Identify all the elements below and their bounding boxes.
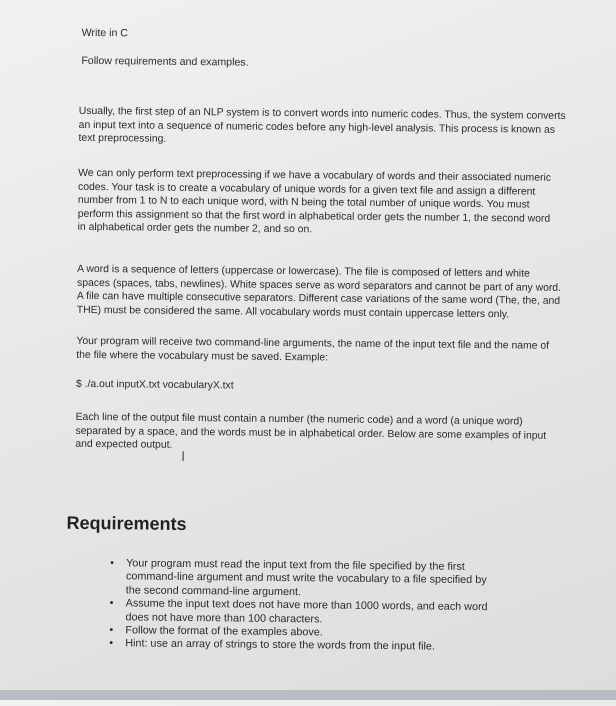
text-line: text preprocessing. xyxy=(78,133,167,145)
text-line: Usually, the first step of an NLP system is to convert words into numeric codes. Thus, the system converts xyxy=(78,105,566,122)
text-line: Hint: use an array of strings to store the words from the input file. xyxy=(125,637,435,654)
instruction-follow: Follow requirements and examples. xyxy=(81,54,249,69)
text-line: A file can have multiple consecutive separators. Different case variations of the same word (The, the, and xyxy=(76,291,561,308)
text-line: command-line argument and must write the vocabulary to a file specified by xyxy=(125,570,487,587)
paragraph-output-format xyxy=(75,411,546,457)
instruction-language: Write in C xyxy=(81,26,129,40)
text-line: the file where the vocabulary must be saved. Example: xyxy=(76,349,329,364)
bullet-icon: • xyxy=(110,557,114,570)
screen-bottom-edge xyxy=(0,690,616,700)
text-line: Each line of the output file must contain a number (the numeric code) and a word (a unique word) xyxy=(75,411,523,428)
text-line: in alphabetical order gets the number 2, and so on. xyxy=(77,222,313,236)
text-line: Your program will receive two command-line arguments, the name of the input text file and the name of xyxy=(76,335,550,352)
text-line: $ ./a.out inputX.txt vocabularyX.txt xyxy=(75,378,234,392)
text-line: THE) must be considered the same. All vocabulary words must contain uppercase letters only. xyxy=(76,304,510,321)
bullet-icon: • xyxy=(109,637,114,650)
text-line: perform this assignment so that the first word in alphabetical order gets the number 1, the second word xyxy=(77,208,551,225)
text-line: number from 1 to N to each unique word, with N being the total number of unique words. You must xyxy=(77,195,530,211)
text-line: and expected output. xyxy=(75,439,173,452)
text-line: Your program must read the input text from the file specified by the first xyxy=(126,557,465,573)
text-line: the second command-line argument. xyxy=(125,584,302,598)
list-item xyxy=(105,597,487,628)
paragraph-task xyxy=(78,167,552,240)
text-line: does not have more than 100 characters. xyxy=(125,610,323,626)
requirements-heading: Requirements xyxy=(66,512,187,534)
text-line: Assume the input text does not have more than 1000 words, and each word xyxy=(125,597,488,614)
bullet-icon: • xyxy=(109,597,114,610)
text-line: We can only perform text preprocessing if we have a vocabulary of words and their associated numeric xyxy=(78,167,552,184)
text-line: spaces (spaces, tabs, newlines). White spaces serve as word separators and cannot be part of any word. xyxy=(76,277,562,294)
text-line: separated by a space, and the words must be in alphabetical order. Below are some examples of input xyxy=(75,425,547,442)
text-line: A word is a sequence of letters (uppercase or lowercase). The file is composed of letters and white xyxy=(77,263,530,280)
paragraph-arguments xyxy=(76,335,549,367)
list-item xyxy=(106,557,488,601)
requirements-list xyxy=(105,557,488,655)
text-line: an input text into a sequence of numeric codes before any high-level analysis. This process is known as xyxy=(78,119,556,136)
paragraph-word-definition xyxy=(77,263,562,322)
text-line: codes. Your task is to create a vocabulary of unique words for a given text file and assign a different xyxy=(77,181,536,198)
bullet-icon: • xyxy=(109,624,114,637)
command-example xyxy=(76,378,234,393)
paragraph-intro xyxy=(78,105,565,151)
text-cursor-icon: I xyxy=(181,447,186,464)
list-item xyxy=(105,638,487,655)
text-line: Follow the format of the examples above. xyxy=(125,624,323,639)
